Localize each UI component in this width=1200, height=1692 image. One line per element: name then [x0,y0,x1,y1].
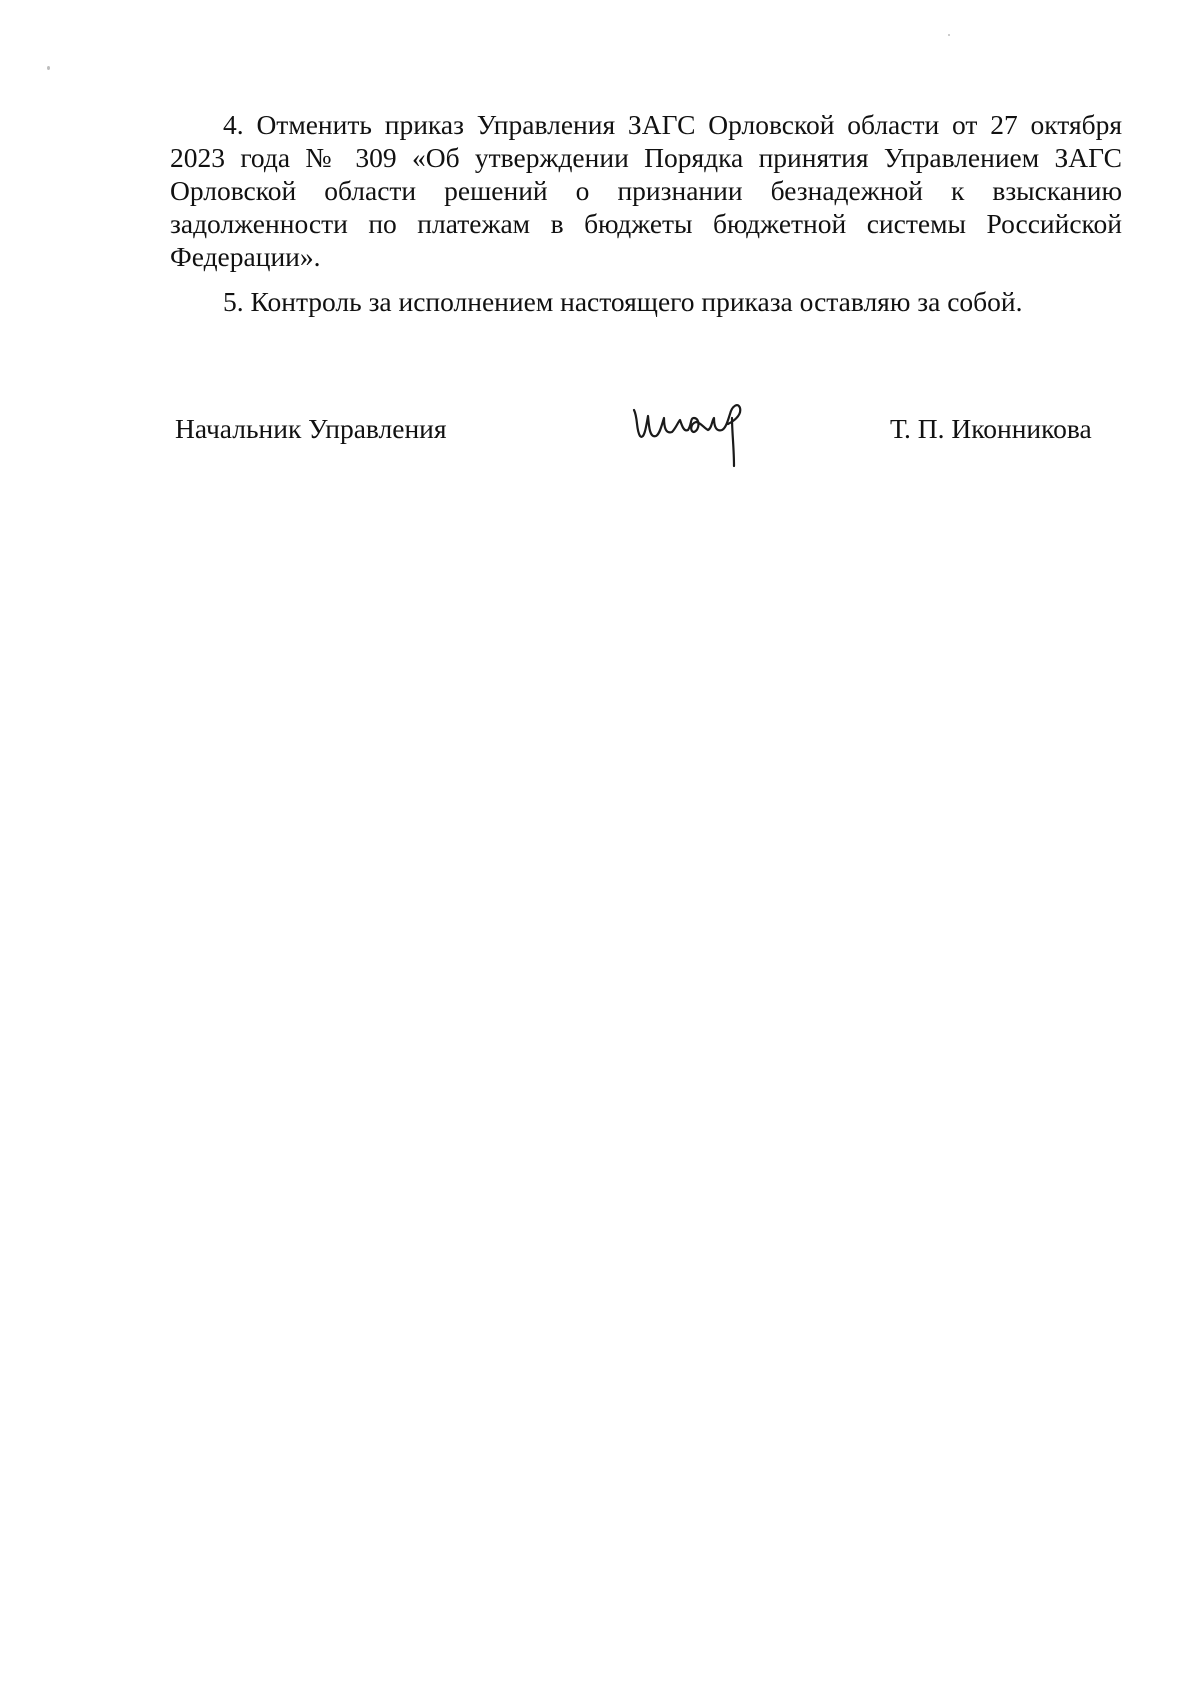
paragraph-item-5: 5. Контроль за исполнением настоящего приказа оставляю за собой. [223,286,1023,317]
scan-speck [948,34,950,36]
handwritten-signature [628,388,768,468]
signatory-position: Начальник Управления [175,413,447,444]
scan-speck [47,66,50,70]
paragraph-item-4: 4. Отменить приказ Управления ЗАГС Орловской области от 27 октября 2023 года № 309 «Об утверждении Порядка принятия Управлением ЗАГС Орловской области решений о признании безнадежной к взысканию задолженности по платежам в бюджеты бюджетной системы Российской Федерации». [170,109,1122,272]
document-body [170,108,1122,318]
signatory-name: Т. П. Иконникова [890,413,1092,444]
